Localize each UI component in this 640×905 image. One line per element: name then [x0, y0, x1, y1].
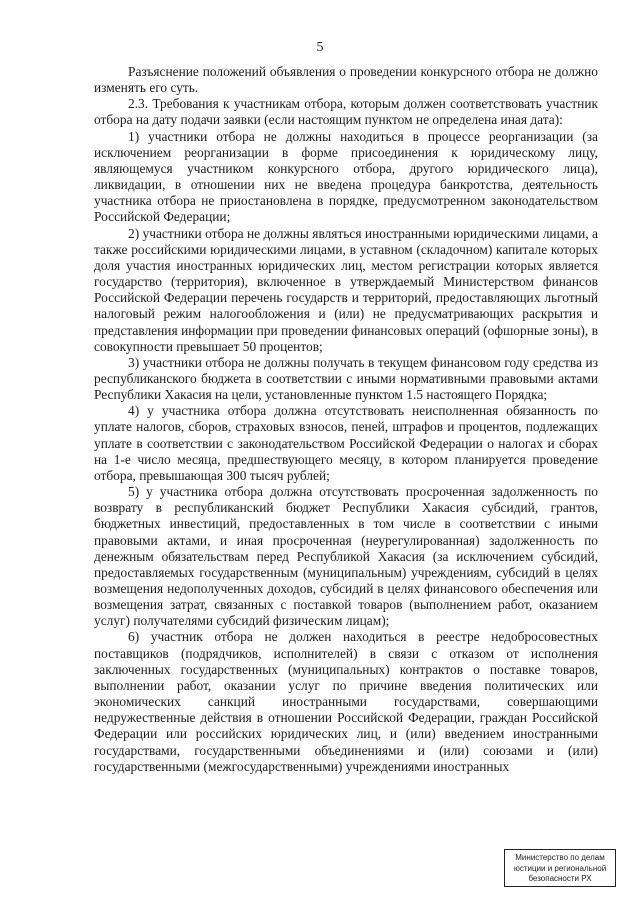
paragraph-item-4: 4) у участника отбора должна отсутствовать неисполненная обязанность по уплате налогов, сборов, страховых взносов, пеней, штрафов и процентов, подлежащих уплате в соответствии с законодательством Российской Федерации о налогах и сборах на 1-е число месяца, предшествующего месяцу, в котором планируется проведение отбора, превышающая 300 тысяч рублей;	[94, 403, 598, 483]
paragraph-item-3: 3) участники отбора не должны получать в текущем финансовом году средства из республиканского бюджета в соответствии с иными нормативными правовыми актами Республики Хакасия на цели, установленные пунктом 1.5 настоящего Порядка;	[94, 354, 598, 403]
ministry-stamp	[504, 849, 616, 887]
paragraph-item-5: 5) у участника отбора должна отсутствовать просроченная задолженность по возврату в республиканский бюджет Республики Хакасия субсидий, грантов, бюджетных инвестиций, предоставленных в том числе в соответствии с иными правовыми актами, и иная просроченная (неурегулированная) задолженность по денежным обязательствам перед Республикой Хакасия (за исключением субсидий, предоставляемых государственным (муниципальным) учреждениям, субсидий в целях возмещения недополученных доходов, субсидий в целях финансового обеспечения или возмещения затрат, связанных с поставкой товаров (выполнением работ, оказанием услуг) получателями субсидий физическим лицам);	[94, 484, 598, 629]
paragraph-item-2: 2) участники отбора не должны являться иностранными юридическими лицами, а также российскими юридическими лицами, в уставном (складочном) капитале которых доля участия иностранных юридических лиц, местом регистрации которых является государство (территория), включенное в утверждаемый Министерством финансов Российской Федерации перечень государств и территорий, предоставляющих льготный налоговый режим налогообложения и (или) не предусматривающих раскрытия и представления информации при проведении финансовых операций (офшорные зоны), в совокупности превышает 50 процентов;	[94, 225, 598, 354]
document-body	[94, 64, 598, 775]
stamp-line-3: безопасности РХ	[528, 874, 592, 883]
page-number: 5	[316, 40, 324, 55]
paragraph-2-3-requirements: 2.3. Требования к участникам отбора, которым должен соответствовать участник отбора на дату подачи заявки (если настоящим пунктом не определена иная дата):	[94, 96, 598, 128]
stamp-line-2: юстиции и региональной	[513, 863, 607, 873]
paragraph-item-6: 6) участник отбора не должен находиться в реестре недобросовестных поставщиков (подрядчиков, исполнителей) в связи с отказом от исполнения заключенных государственных (муниципальных) контрактов о поставке товаров, выполнении работ, оказании услуг по причине введения политических или экономических санкций иностранными государствами, совершающими недружественные действия в отношении Российской Федерации, граждан Российской Федерации или российских юридических лиц, и (или) введением иностранными государствами, государственными объединениями и (или) союзами и (или) государственными (межгосударственными) учреждениями иностранных	[94, 629, 598, 774]
stamp-line-1: Министерство по делам	[515, 853, 605, 862]
paragraph-item-1: 1) участники отбора не должны находиться в процессе реорганизации (за исключением реорганизации в форме присоединения к юридическому лицу, являющемуся участником конкурсного отбора, другого юридического лица), ликвидации, в отношении них не введена процедура банкротства, деятельность участника отбора не приостановлена в порядке, предусмотренном законодательством Российской Федерации;	[94, 128, 598, 225]
paragraph-clarification: Разъяснение положений объявления о проведении конкурсного отбора не должно изменять его суть.	[94, 64, 598, 96]
